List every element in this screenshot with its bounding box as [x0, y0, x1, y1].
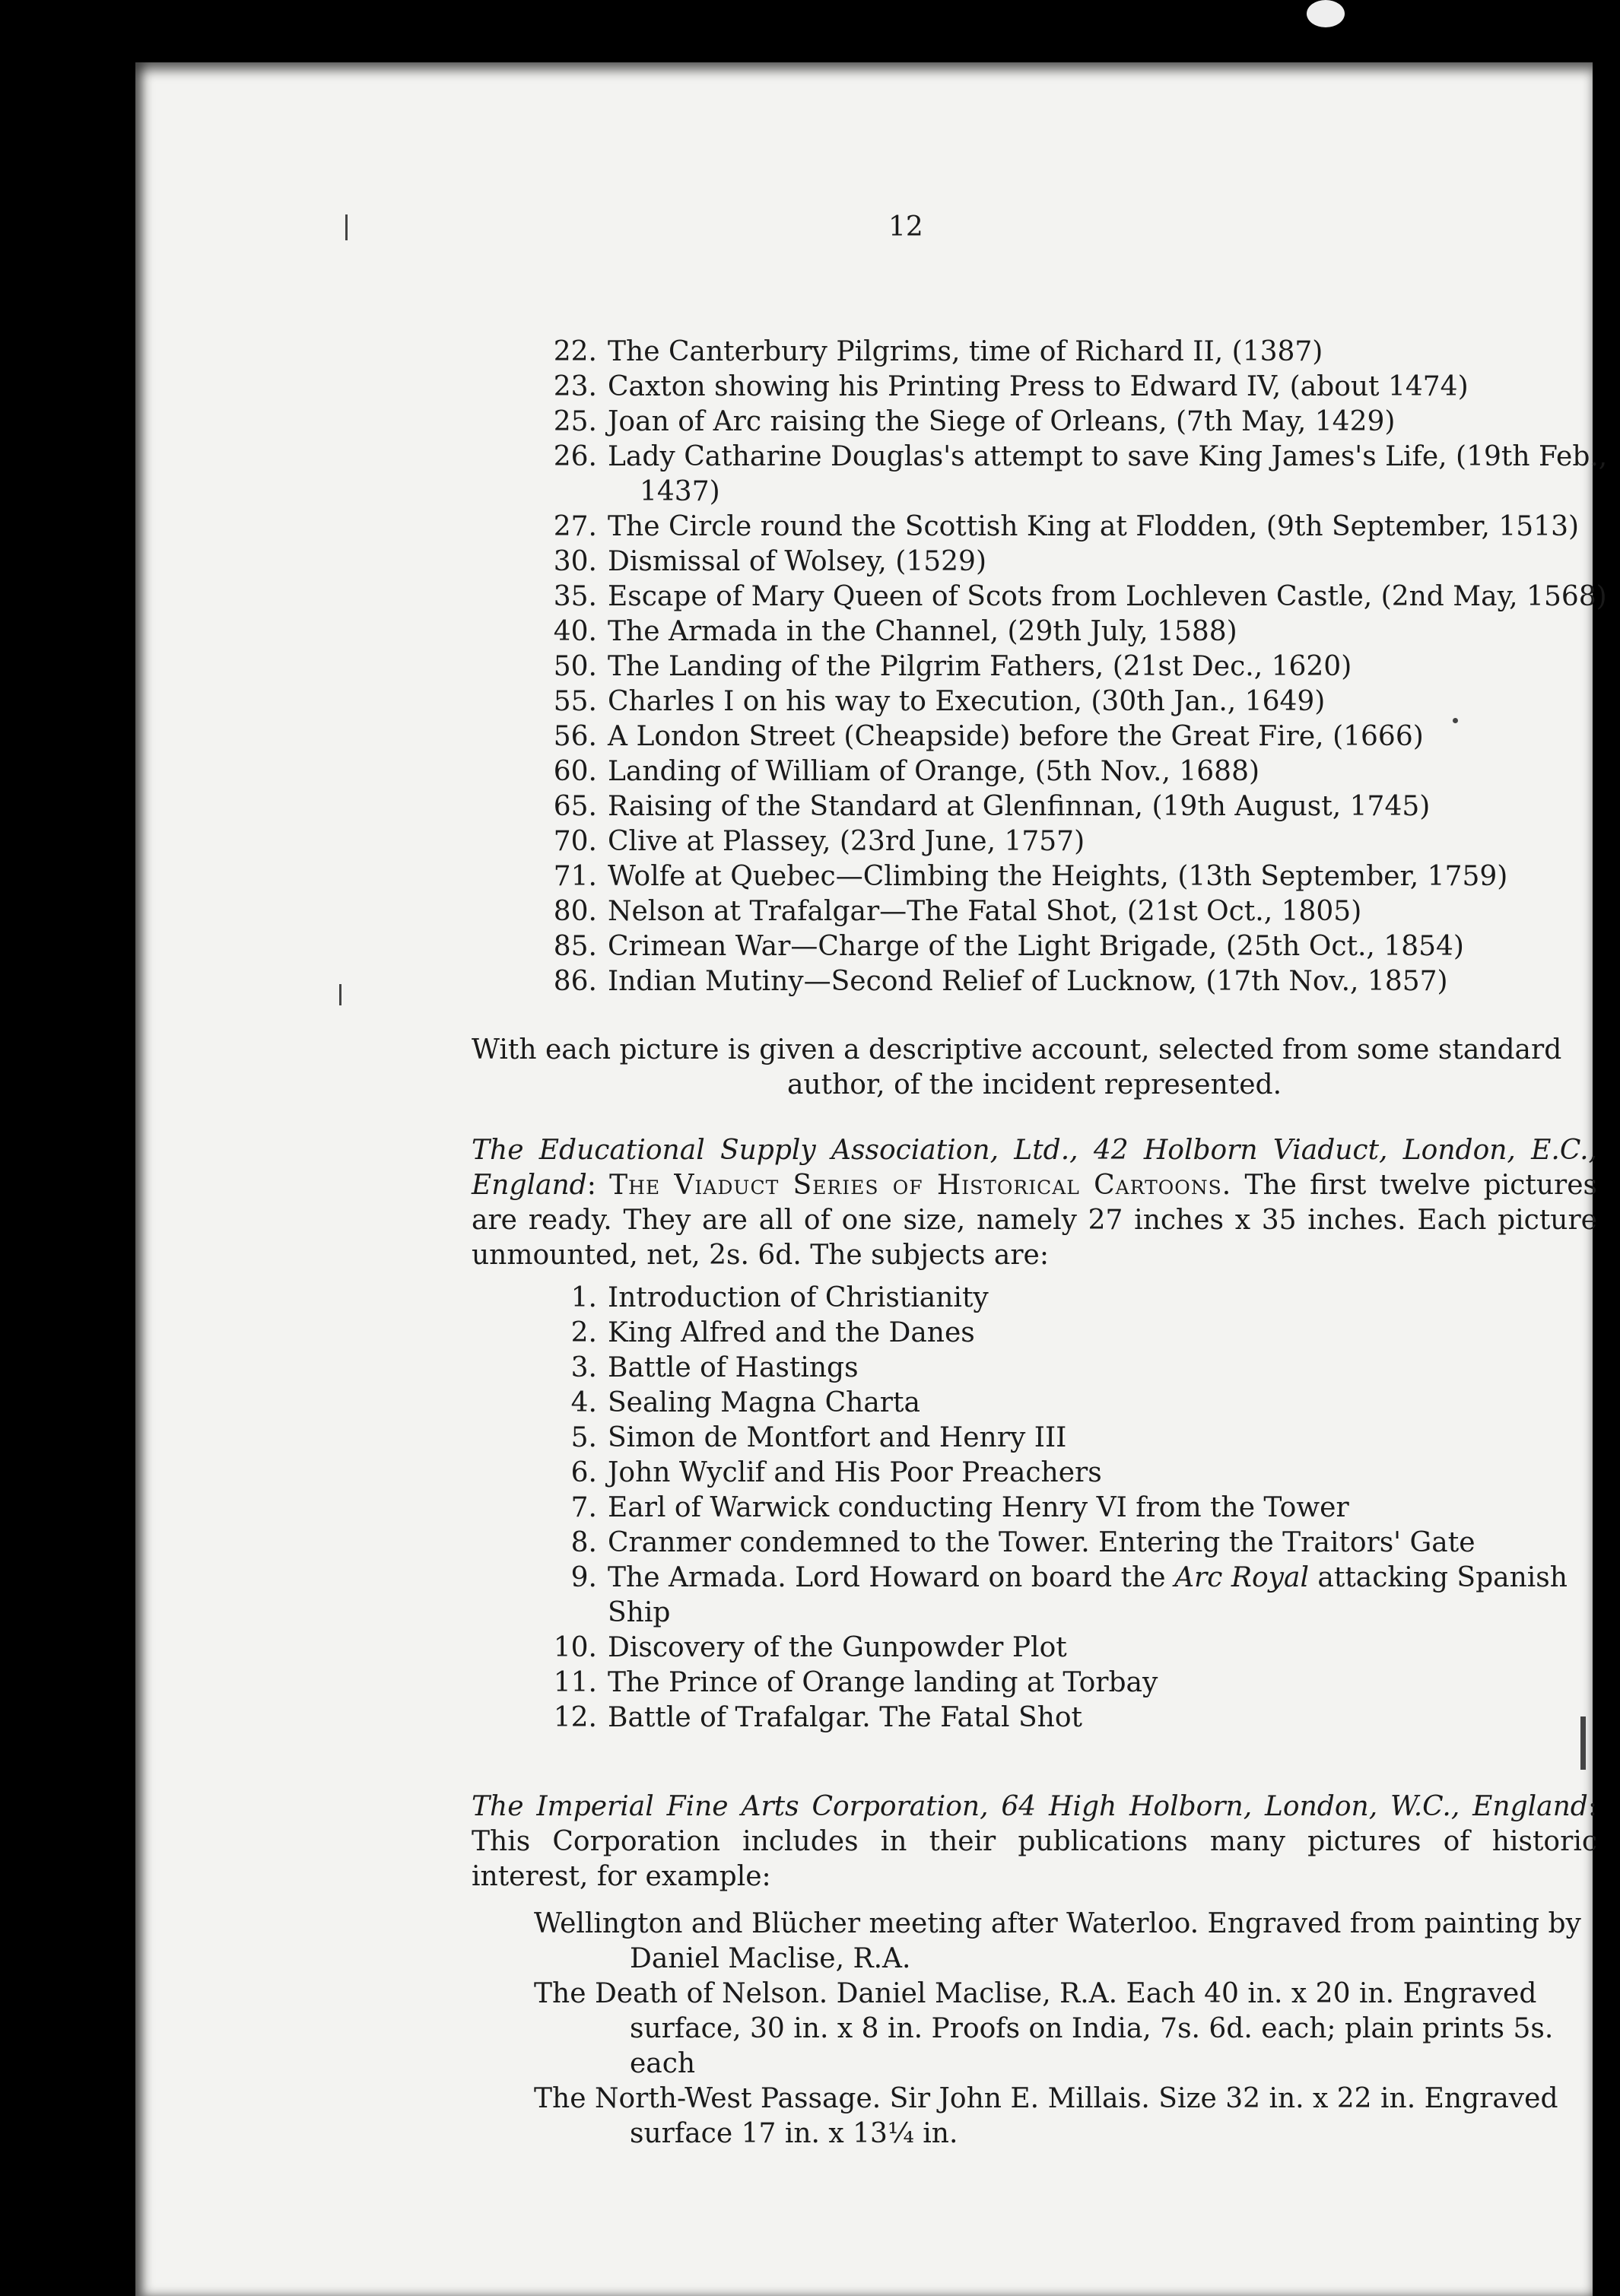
scan-edge-mark — [1580, 1716, 1586, 1770]
imperial-fine-arts-paragraph — [472, 1789, 1597, 1894]
list-item: 8. Cranmer condemned to the Tower. Entering the Traitors' Gate — [570, 1527, 1475, 1558]
list-item: 27. The Circle round the Scottish King at Flodden, (9th September, 1513) — [553, 511, 1580, 542]
list-item: 6. John Wyclif and His Poor Preachers — [570, 1457, 1102, 1488]
educational-supply-paragraph: The Educational Supply Association, Ltd., 42 Holborn Viaduct, London, E.C., England: The Viaduct Series of Historical Cartoons. The first twelve pictures are ready. They are all of one size, namely 27 inches x 35 inches. Each picture unmounted, net, 2s. 6d. The subjects are: — [472, 1135, 1597, 1271]
scan-dot — [1453, 718, 1458, 723]
list-item: 35. Escape of Mary Queen of Scots from Lochleven Castle, (2nd May, 1568) — [553, 581, 1607, 612]
publisher-name: The Imperial Fine Arts Corporation, 64 High Holborn, London, W.C., England — [472, 1791, 1588, 1822]
imperial-list — [534, 1907, 1599, 2152]
list-item: 40. The Armada in the Channel, (29th July, 1588) — [553, 616, 1237, 647]
publisher-name: The Educational Supply Association, Ltd., 42 Holborn Viaduct, London, E.C., England — [472, 1135, 1597, 1201]
scanned-page — [135, 62, 1608, 2296]
list-item: 23. Caxton showing his Printing Press to Edward IV, (about 1474) — [553, 371, 1469, 402]
list-item: 80. Nelson at Trafalgar—The Fatal Shot, (21st Oct., 1805) — [553, 896, 1362, 927]
scan-smudge — [1307, 0, 1345, 27]
list-item: 7. Earl of Warwick conducting Henry VI from the Tower — [570, 1492, 1349, 1523]
list-item: The North-West Passage. Sir John E. Millais. Size 32 in. x 22 in. Engraved surface 17 in. x 13¼ in. — [534, 2083, 1558, 2149]
list-item: 22. The Canterbury Pilgrims, time of Richard II, (1387) — [553, 336, 1323, 367]
list-item: 4. Sealing Magna Charta — [570, 1387, 920, 1418]
list-item: 10. Discovery of the Gunpowder Plot — [553, 1632, 1067, 1663]
list-item: 25. Joan of Arc raising the Siege of Orleans, (7th May, 1429) — [553, 406, 1396, 437]
list-item: 2. King Alfred and the Danes — [570, 1317, 975, 1348]
note-line-2: author, of the incident represented. — [786, 1069, 1282, 1100]
page-number: 12 — [888, 211, 923, 243]
list-item-continuation: 1437) — [640, 476, 720, 507]
paragraph-body: : This Corporation includes in their publications many pictures of historic interest, for example: — [472, 1791, 1597, 1892]
paragraph-body: The first twelve pictures are ready. They are all of one size, namely 27 inches x 35 inches. Each picture unmounted, net, 2s. 6d. The subjects are: — [472, 1170, 1597, 1271]
list-item: 12. Battle of Trafalgar. The Fatal Shot — [553, 1702, 1083, 1733]
series-title: The Viaduct Series of Historical Cartoons. — [609, 1170, 1232, 1201]
list-item: 85. Crimean War—Charge of the Light Brigade, (25th Oct., 1854) — [553, 931, 1464, 962]
list-item: 26. Lady Catharine Douglas's attempt to save King James's Life, (19th Feb., — [553, 441, 1608, 472]
list-item: 30. Dismissal of Wolsey, (1529) — [553, 546, 986, 577]
note-line-1: With each picture is given a descriptive account, selected from some standard — [472, 1034, 1562, 1065]
scan-mark — [339, 984, 341, 1005]
list-item: 60. Landing of William of Orange, (5th Nov., 1688) — [553, 756, 1260, 787]
list-item: 3. Battle of Hastings — [570, 1352, 859, 1383]
ship-name: Arc Royal — [1174, 1562, 1309, 1593]
scan-mark — [345, 214, 348, 240]
list-item: 9. The Armada. Lord Howard on board the Arc Royal attacking Spanish — [570, 1562, 1568, 1593]
list-item: 11. The Prince of Orange landing at Torbay — [553, 1667, 1158, 1698]
viaduct-list — [525, 1281, 1620, 1735]
list-item: 5. Simon de Montfort and Henry III — [570, 1422, 1067, 1453]
list-item: Wellington and Blücher meeting after Waterloo. Engraved from painting by Daniel Maclise, R.A. — [534, 1908, 1581, 1974]
cartoons-list — [525, 335, 1620, 999]
descriptive-note — [472, 1033, 1597, 1103]
list-item: 1. Introduction of Christianity — [570, 1282, 989, 1313]
list-item: 50. The Landing of the Pilgrim Fathers, (21st Dec., 1620) — [553, 651, 1352, 682]
list-item: 70. Clive at Plassey, (23rd June, 1757) — [553, 826, 1085, 857]
list-item: 86. Indian Mutiny—Second Relief of Lucknow, (17th Nov., 1857) — [553, 966, 1448, 997]
list-item: 56. A London Street (Cheapside) before the Great Fire, (1666) — [553, 721, 1424, 752]
list-item: The Death of Nelson. Daniel Maclise, R.A. Each 40 in. x 20 in. Engraved surface, 30 in. x 8 in. Proofs on India, 7s. 6d. each; plain prints 5s. each — [534, 1978, 1554, 2079]
list-item-continuation: Ship — [608, 1597, 671, 1628]
list-item: 65. Raising of the Standard at Glenfinnan, (19th August, 1745) — [553, 791, 1431, 822]
list-item: 71. Wolfe at Quebec—Climbing the Heights, (13th September, 1759) — [553, 861, 1508, 892]
list-item: 55. Charles I on his way to Execution, (30th Jan., 1649) — [553, 686, 1326, 717]
